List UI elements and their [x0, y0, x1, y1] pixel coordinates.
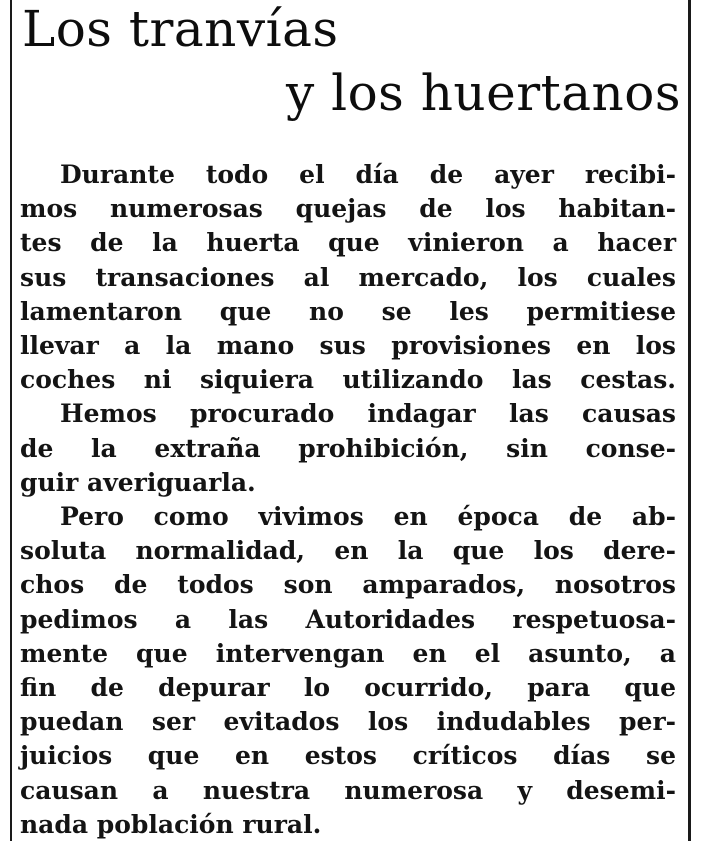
text-line: Durante todo el día de ayer recibi-: [60, 160, 676, 189]
left-column-rule: [10, 0, 12, 841]
headline-line-2: y los huertanos: [285, 64, 681, 122]
text-line: tes de la huerta que vinieron a hacer: [20, 228, 676, 258]
text-line: fin de depurar lo ocurrido, para que: [20, 673, 676, 703]
text-line: pedimos a las Autoridades respetuosa-: [20, 604, 676, 634]
text-line: puedan ser evitados los indudables per-: [20, 707, 676, 737]
text-line: chos de todos son amparados, nosotros: [20, 570, 676, 600]
text-line: mos numerosas quejas de los habitan-: [20, 194, 676, 224]
article-body: [20, 158, 676, 841]
text-line: guir averiguarla.: [20, 467, 256, 497]
text-line: lamentaron que no se les permitiese: [20, 296, 676, 326]
paragraph-1: [20, 158, 676, 397]
text-line: Hemos procurado indagar las causas: [60, 399, 676, 429]
text-line: Pero como vivimos en época de ab-: [60, 502, 676, 532]
text-line: de la extraña prohibición, sin conse-: [20, 433, 676, 463]
headline: [22, 0, 687, 122]
right-column-rule: [688, 0, 691, 841]
text-line: juicios que en estos críticos días se: [20, 741, 676, 771]
paragraph-2: [20, 397, 676, 500]
text-line: mente que intervengan en el asunto, a: [20, 638, 676, 668]
paragraph-3: [20, 500, 676, 841]
text-line: sus transaciones al mercado, los cuales: [20, 262, 676, 292]
headline-line-1: Los tranvías: [22, 0, 339, 58]
text-line: nada población rural.: [20, 809, 322, 839]
text-line: coches ni siquiera utilizando las cestas.: [20, 365, 676, 395]
text-line: llevar a la mano sus provisiones en los: [20, 331, 676, 361]
text-line: causan a nuestra numerosa y desemi-: [20, 775, 676, 805]
text-line: soluta normalidad, en la que los dere-: [20, 536, 676, 566]
